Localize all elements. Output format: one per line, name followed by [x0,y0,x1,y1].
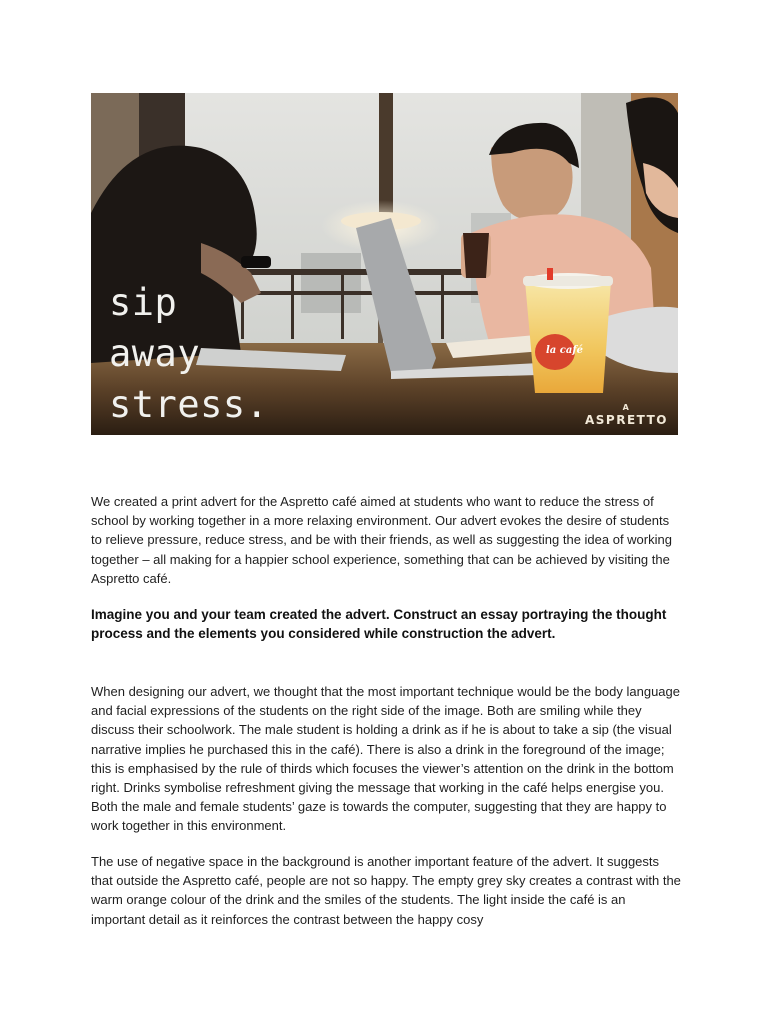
tagline-line-3: stress. [109,383,269,426]
brand-name: ASPRETTO [584,413,668,427]
body-2-text: The use of negative space in the background is another important feature of the advert. It suggests that outside the Aspretto café, people are not so happy. The empty grey sky creates a contrast with the warm orange colour of the drink and the smiles of the students. The light inside the café is an important detail as it reinforces the contrast between the happy cosy [91,854,681,927]
cup-logo-text: la café [546,345,583,356]
tagline-line-2: away [109,332,201,375]
body-paragraph-2 [91,852,683,929]
body-paragraph-1 [91,682,683,836]
body-1-text: When designing our advert, we thought that the most important technique would be the body language and facial expressions of the students on the right side of the image. Both are smiling while they discuss their schoolwork. The male student is holding a drink as if he is about to take a sip (the visual narrative implies he purchased this in the café). There is also a drink in the foreground of the image; this is emphasised by the rule of thirds which focuses the viewer’s attention on the drink in the bottom right. Drinks symbolise refreshment giving the message that working in the café helps energise you. Both the male and female students’ gaze is towards the computer, suggesting that they are happy to work together in this environment. [91,684,680,834]
question-text: Imagine you and your team created the advert. Construct an essay portraying the thought process and the elements you considered while construction the advert. [91,607,667,642]
advert-tagline [109,277,268,430]
essay-question [91,605,683,643]
tagline-line-1: sip [109,281,178,324]
brand-mark-icon: A [622,403,631,412]
advert-photo [91,93,678,435]
intro-paragraph [91,492,683,588]
aspretto-logo [585,403,668,427]
intro-text: We created a print advert for the Aspretto café aimed at students who want to reduce the stress of school by working together in a more relaxing environment. Our advert evokes the desire of students to relieve pressure, reduce stress, and be with their friends, as well as suggesting the idea of working together – all making for a happier school experience, something that can be achieved by visiting the Aspretto café. [91,494,672,586]
